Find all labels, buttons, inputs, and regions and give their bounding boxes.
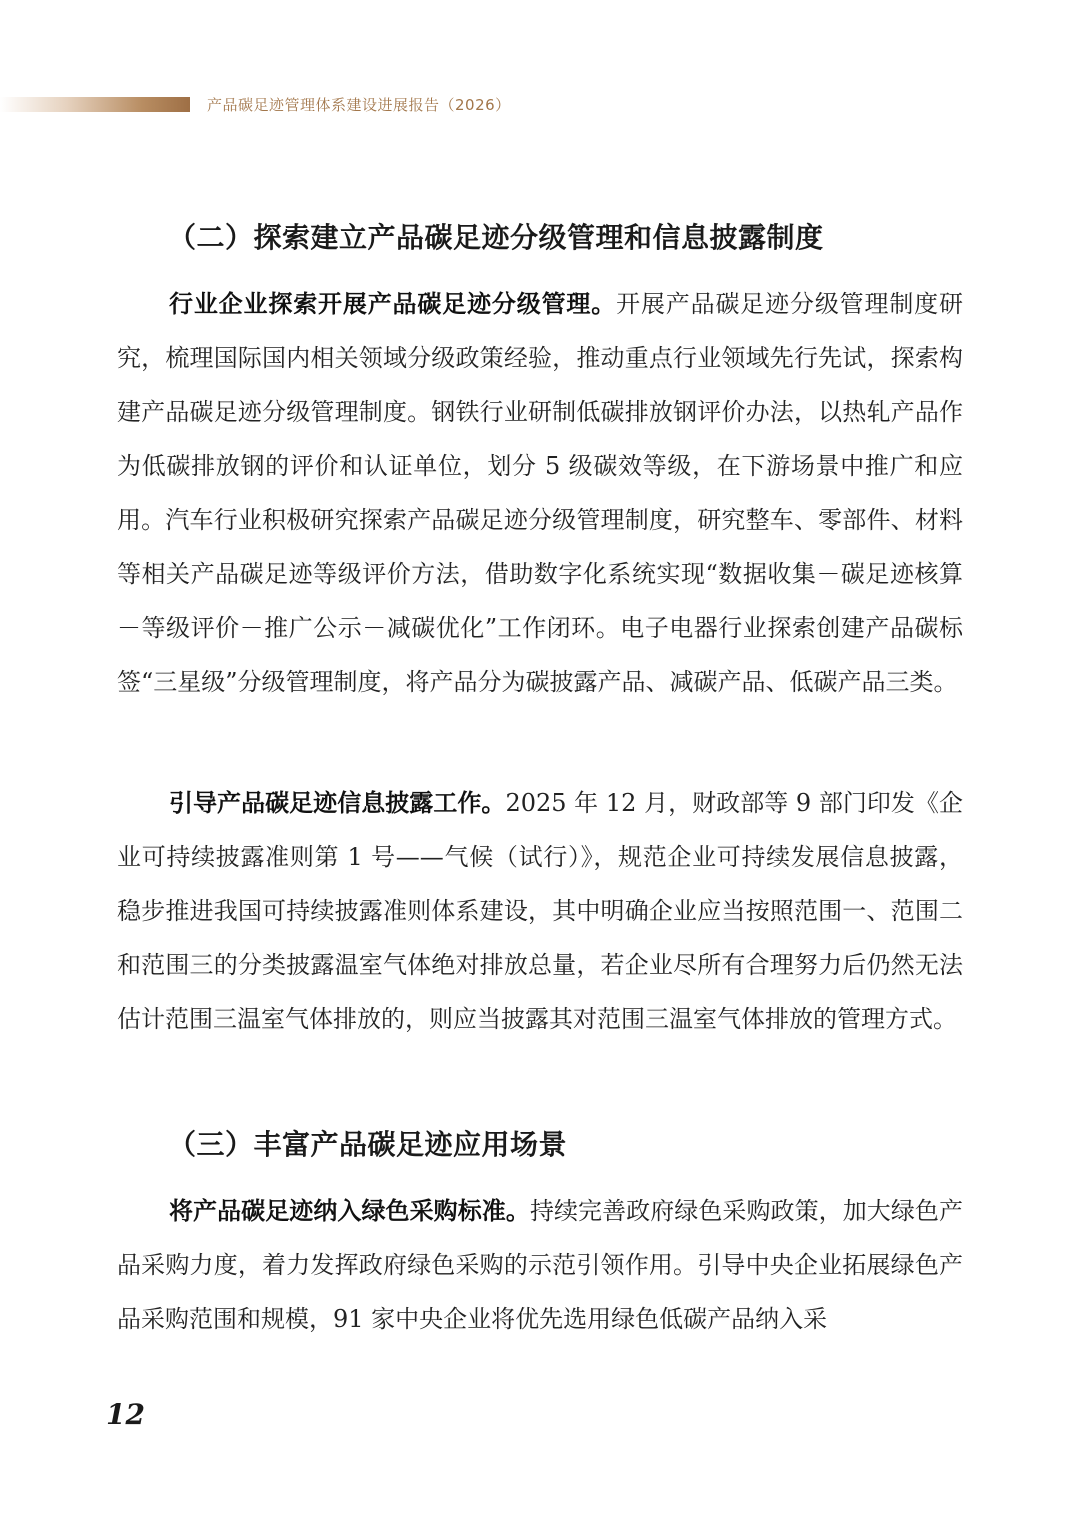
paragraph-lead: 将产品碳足迹纳入绿色采购标准。 <box>169 1197 530 1225</box>
paragraph-body: 开展产品碳足迹分级管理制度研究，梳理国际国内相关领域分级政策经验，推动重点行业领域先行先试，探索构建产品碳足迹分级管理制度。钢铁行业研制低碳排放钢评价办法，以热轧产品作为低碳排放钢的评价和认证单位，划分 5 级碳效等级，在下游场景中推广和应用。汽车行业积极研究探索产品碳足迹分级管理制度，研究整车、零部件、材料等相关产品碳足迹等级评价方法，借助数字化系统实现“数据收集－碳足迹核算－等级评价－推广公示－减碳优化”工作闭环。电子电器行业探索创建产品碳标签“三星级”分级管理制度，将产品分为碳披露产品、减碳产品、低碳产品三类。 <box>117 290 964 696</box>
paragraph-grading-management <box>117 277 963 709</box>
page-number: 12 <box>106 1398 145 1431</box>
paragraph-body: 持续完善政府绿色采购政策，加大绿色产品采购力度，着力发挥政府绿色采购的示范引领作用。引导中央企业拓展绿色产品采购范围和规模，91 家中央企业将优先选用绿色低碳产品纳入采 <box>117 1197 963 1333</box>
section-heading-2: （二）探索建立产品碳足迹分级管理和信息披露制度 <box>168 221 824 254</box>
paragraph-green-procurement <box>117 1184 963 1346</box>
paragraph-lead: 行业企业探索开展产品碳足迹分级管理。 <box>169 290 617 318</box>
paragraph-body: 2025 年 12 月，财政部等 9 部门印发《企业可持续披露准则第 1 号——气候（试行）》，规范企业可持续发展信息披露，稳步推进我国可持续披露准则体系建设，其中明确企业应当按照范围一、范围二和范围三的分类披露温室气体绝对排放总量，若企业尽所有合理努力后仍然无法估计范围三温室气体排放的，则应当披露其对范围三温室气体排放的管理方式。 <box>117 789 963 1033</box>
paragraph-lead: 引导产品碳足迹信息披露工作。 <box>169 789 506 817</box>
header-decoration-bar <box>0 97 190 112</box>
section-heading-3: （三）丰富产品碳足迹应用场景 <box>168 1128 568 1161</box>
running-header-title: 产品碳足迹管理体系建设进展报告（2026） <box>207 96 511 114</box>
paragraph-information-disclosure <box>117 776 963 1046</box>
